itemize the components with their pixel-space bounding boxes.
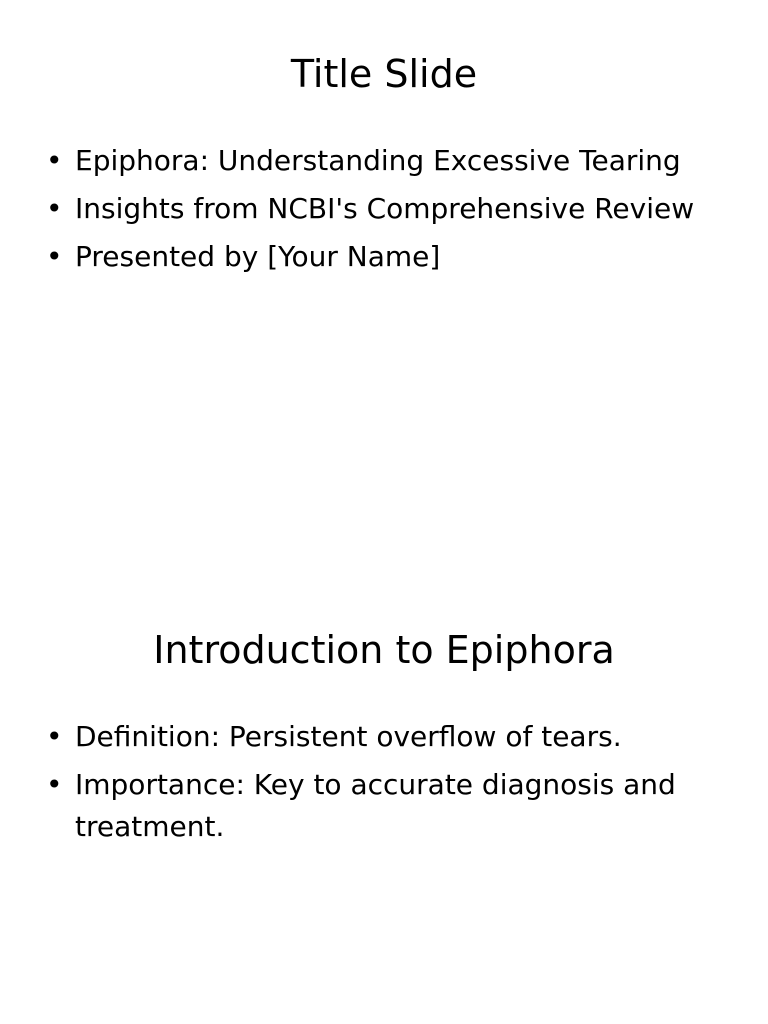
bullet-icon: • bbox=[46, 192, 63, 225]
bullet-item bbox=[46, 236, 726, 278]
bullet-item bbox=[46, 188, 726, 230]
bullet-icon: • bbox=[46, 240, 63, 273]
bullet-item bbox=[46, 140, 726, 182]
slide-title: Introduction to Epiphora bbox=[153, 628, 615, 672]
bullet-text: Presented by [Your Name] bbox=[75, 240, 441, 273]
slide-introduction bbox=[0, 576, 768, 1024]
bullet-text: Insights from NCBI's Comprehensive Review bbox=[75, 192, 695, 225]
bullet-icon: • bbox=[46, 720, 63, 753]
bullet-list bbox=[46, 716, 726, 854]
bullet-text: Importance: Key to accurate diagnosis and treatment. bbox=[75, 768, 676, 843]
bullet-text: Epiphora: Understanding Excessive Tearing bbox=[75, 144, 681, 177]
slide-title: Title Slide bbox=[290, 52, 478, 96]
bullet-icon: • bbox=[46, 768, 63, 801]
bullet-item bbox=[46, 764, 726, 848]
bullet-text: Definition: Persistent overflow of tears. bbox=[75, 720, 622, 753]
bullet-item bbox=[46, 716, 726, 758]
bullet-icon: • bbox=[46, 144, 63, 177]
bullet-list bbox=[46, 140, 726, 284]
